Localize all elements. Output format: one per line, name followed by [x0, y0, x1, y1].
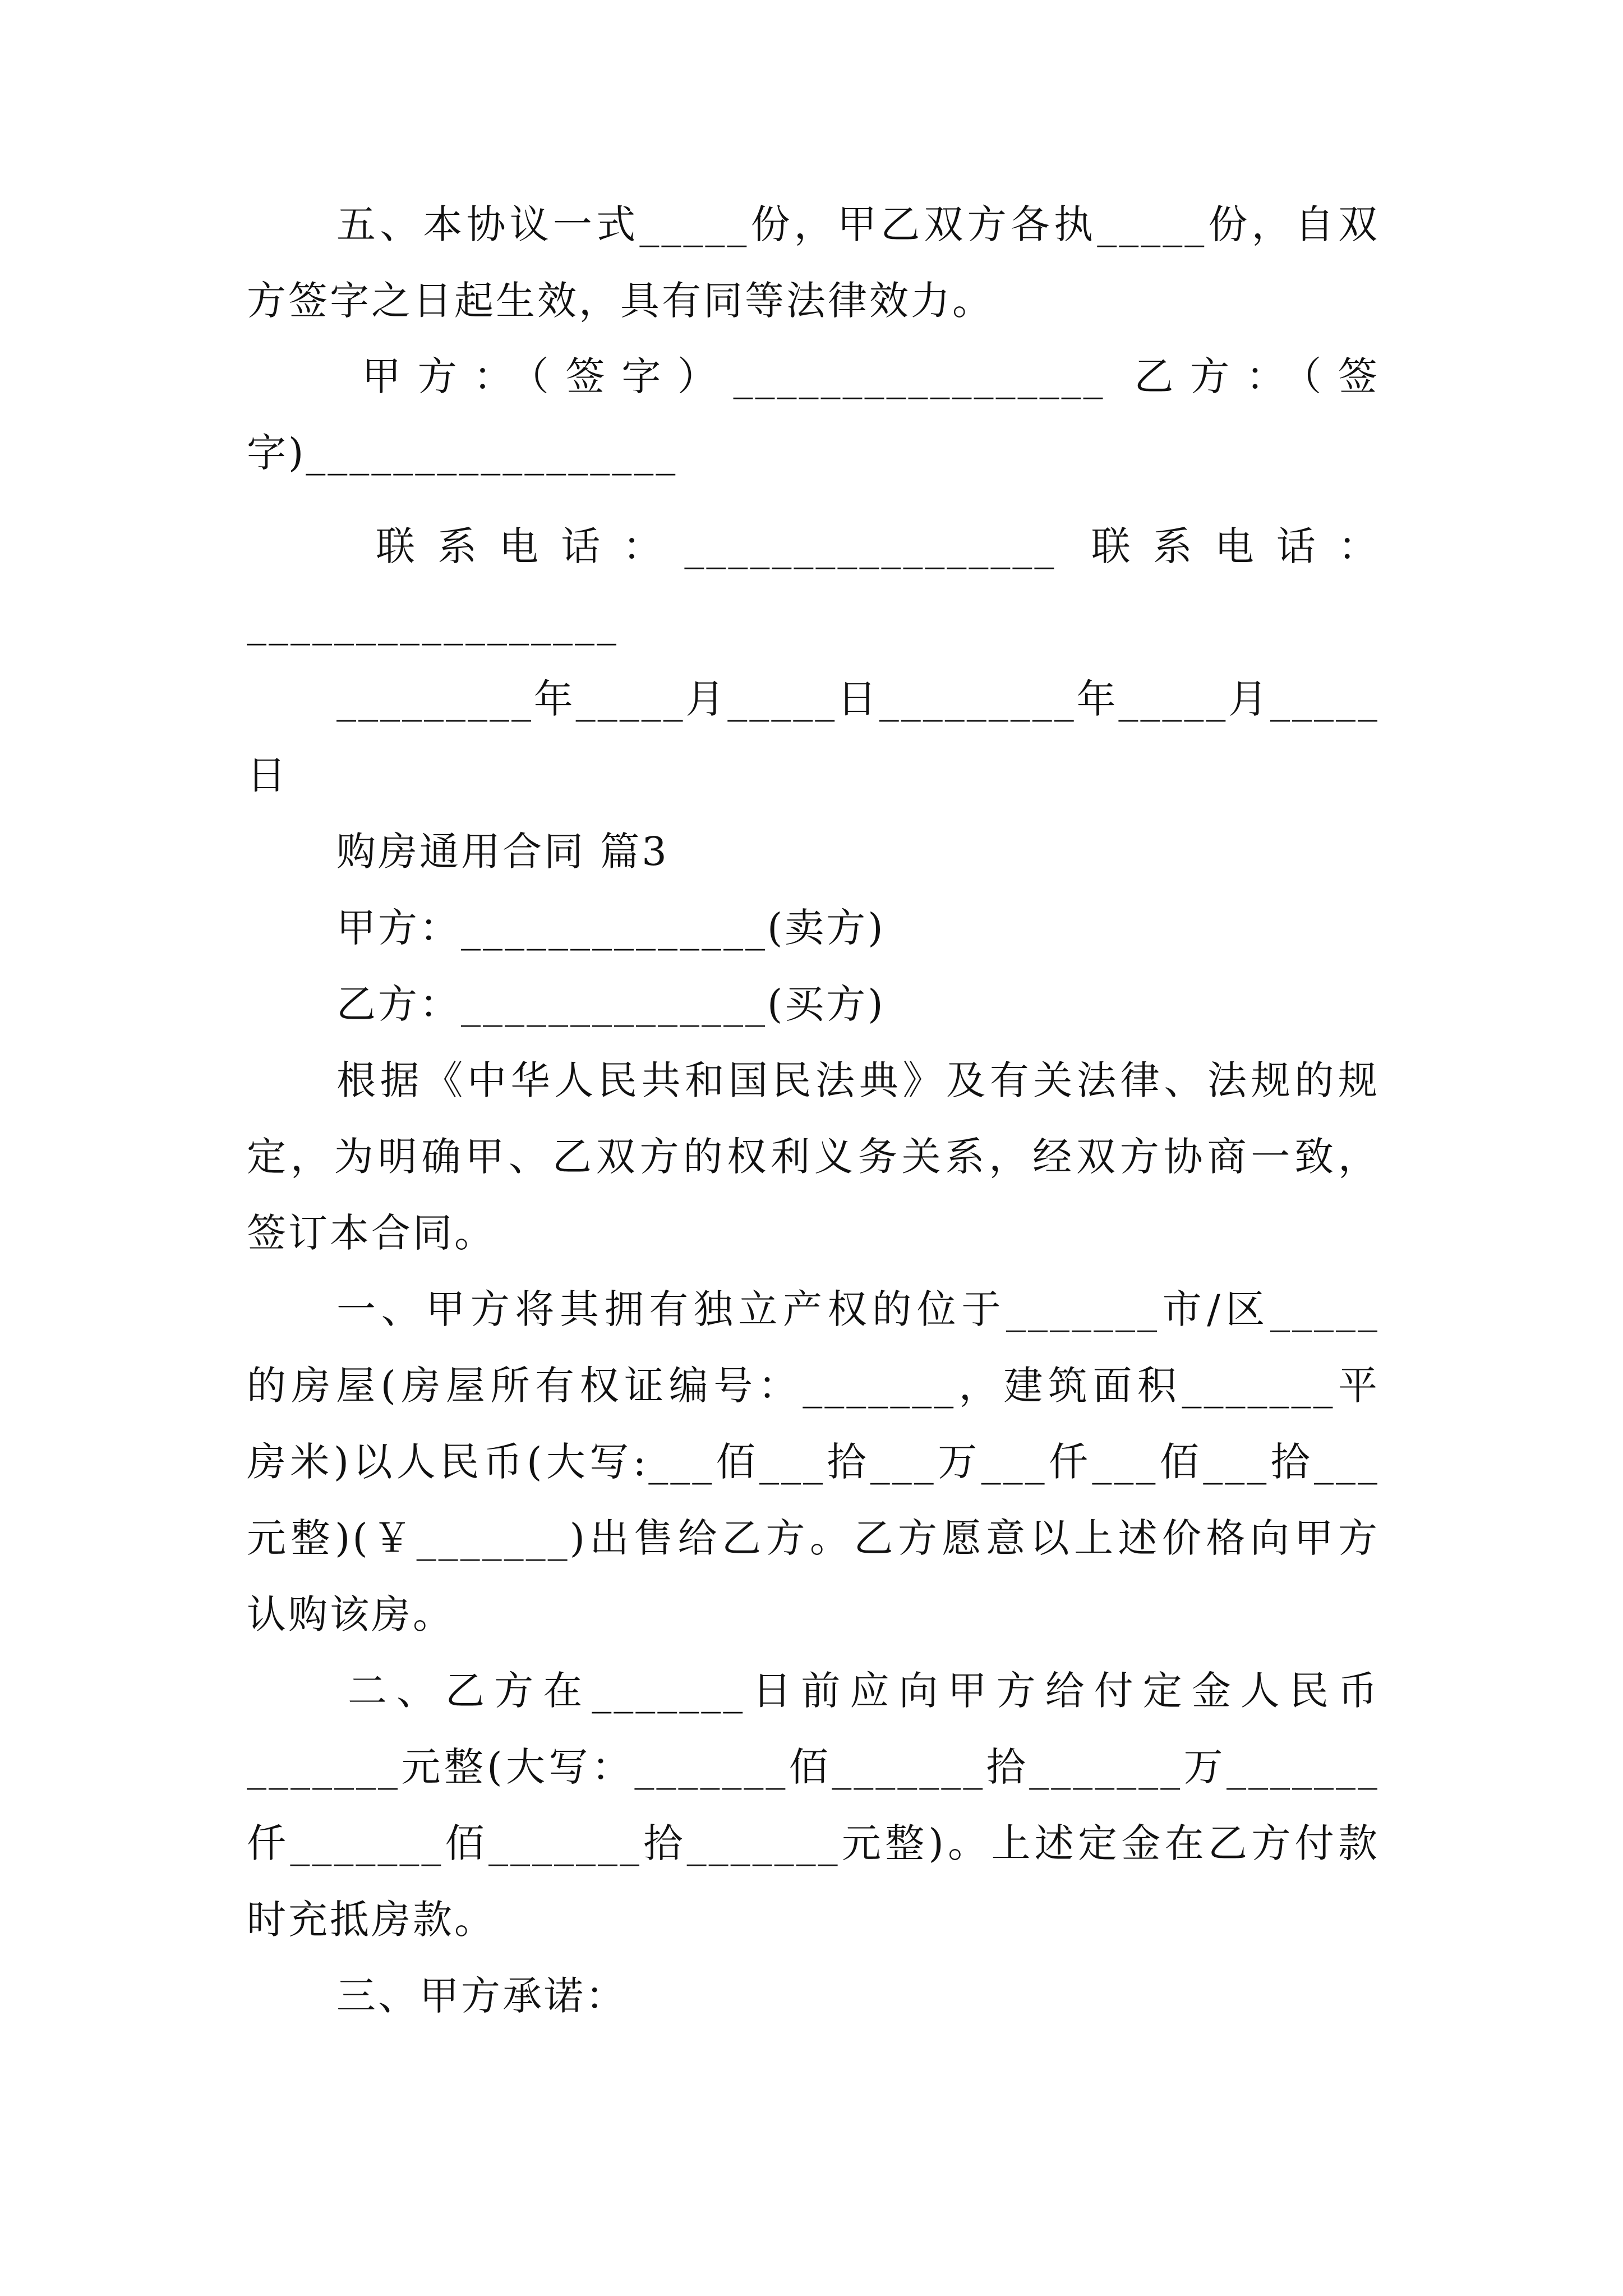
text-line: 字)_________________: [247, 430, 678, 476]
text-line: 元整)(￥_______)出售给乙方。乙方愿意以上述价格向甲方: [247, 1515, 1380, 1561]
text-line: 二、乙方在_______日前应向甲方给付定金人民币: [348, 1668, 1380, 1714]
text-line: 一、甲方将其拥有独立产权的位于_______市/区_____: [336, 1286, 1380, 1332]
text-line: 根据《中华人民共和国民法典》及有关法律、法规的规: [336, 1057, 1380, 1103]
text-line: 日: [247, 752, 288, 798]
text-line: _________________: [247, 600, 619, 646]
text-line: 三、甲方承诺：: [336, 1973, 627, 2019]
text-line: 方签字之日起生效，具有同等法律效力。: [247, 278, 994, 324]
text-line: 房米)以人民币(大写:___佰___拾___万___仟___佰___拾___: [247, 1439, 1380, 1485]
text-line: 签订本合同。: [247, 1210, 496, 1256]
text-line: 五、本协议一式_____份，甲乙双方各执_____份，自双: [336, 201, 1380, 247]
text-line: _______元整(大写：_______佰_______拾_______万_______: [247, 1744, 1380, 1790]
text-line: 甲方：______________(卖方): [336, 905, 886, 951]
text-line: 联系电话：_________________ 联系电话：: [376, 523, 1380, 569]
text-line: _________年_____月_____日_________年_____月_____: [336, 676, 1380, 722]
text-line: 定，为明确甲、乙双方的权利义务关系，经双方协商一致，: [247, 1134, 1380, 1180]
section-title: 购房通用合同 篇3: [336, 829, 669, 875]
text-line: 的房屋(房屋所有权证编号：_______，建筑面积_______平: [247, 1363, 1380, 1409]
text-line: 认购该房。: [247, 1591, 454, 1637]
text-line: 仟_______佰_______拾_______元整)。上述定金在乙方付款: [247, 1820, 1380, 1866]
text-line: 甲方：（签字）_________________ 乙方：（签: [362, 353, 1380, 399]
text-line: 乙方：______________(买方): [336, 981, 886, 1027]
text-line: 时充抵房款。: [247, 1897, 496, 1943]
